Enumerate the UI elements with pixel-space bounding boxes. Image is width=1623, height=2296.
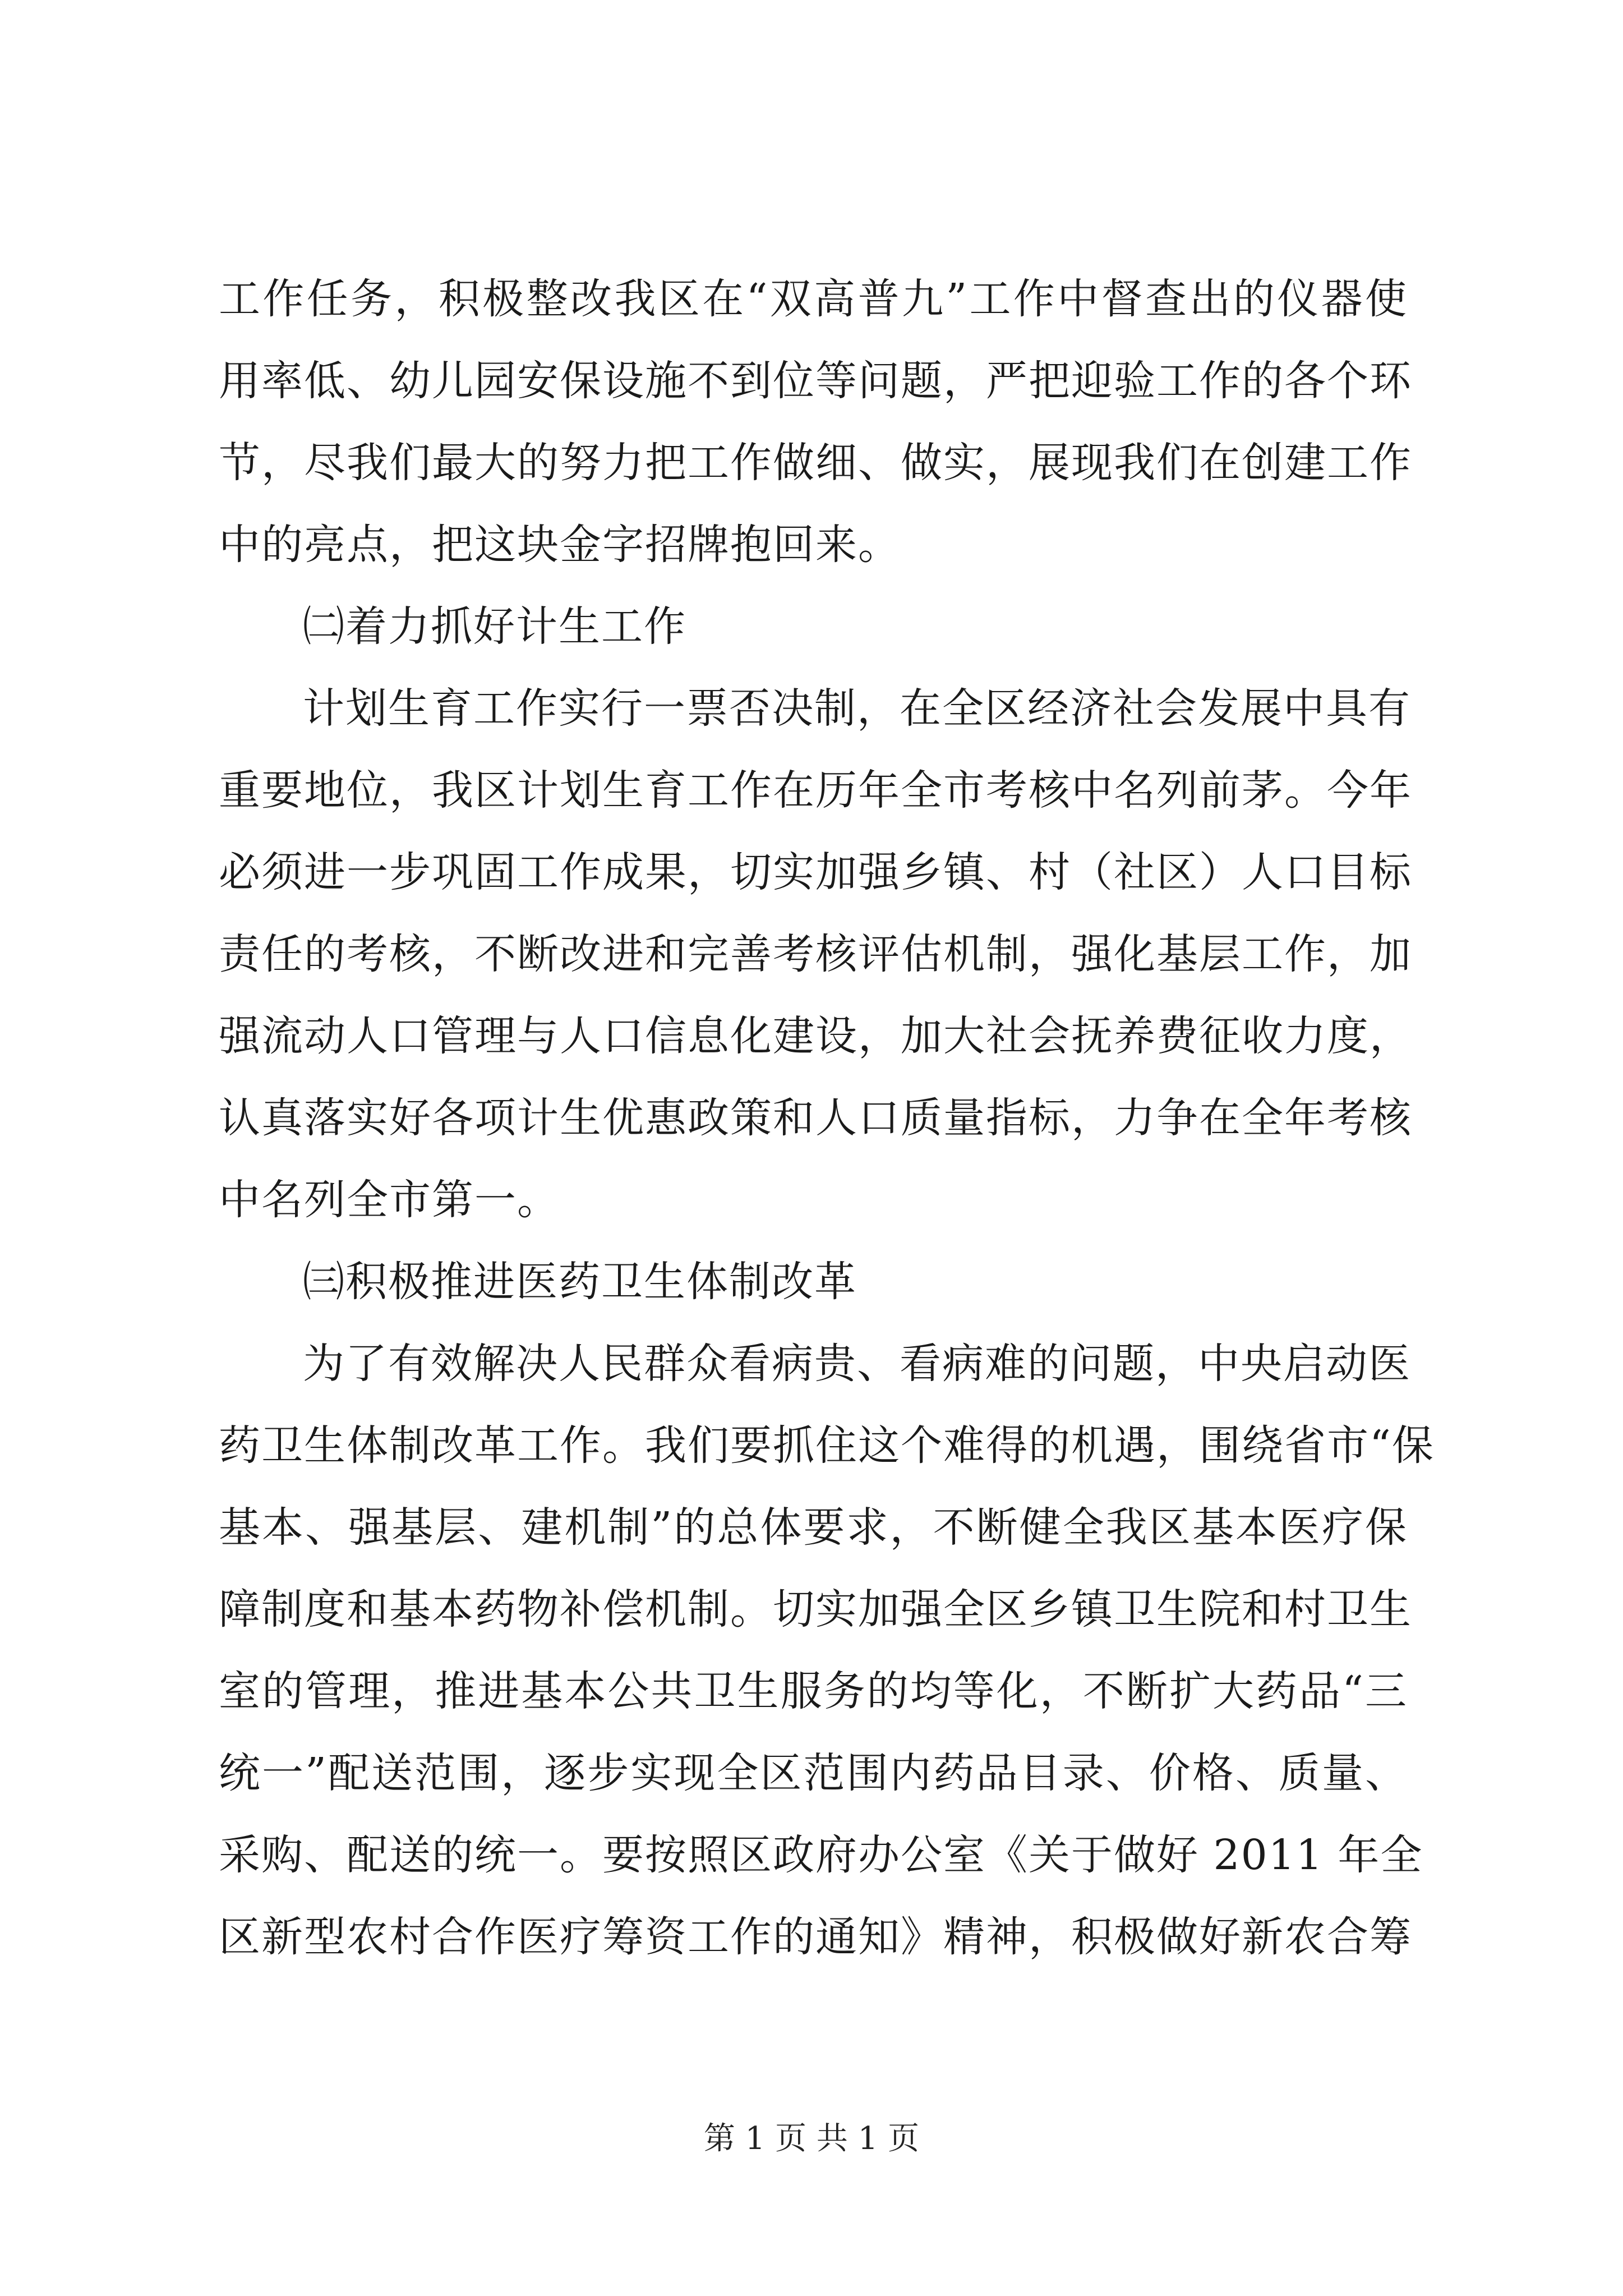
body-line: 药卫生体制改革工作。我们要抓住这个难得的机遇，围绕省市“保 [219, 1421, 1435, 1470]
body-line: 责任的考核，不断改进和完善考核评估机制，强化基层工作，加 [219, 930, 1412, 978]
body-line: 区新型农村合作医疗筹资工作的通知》精神，积极做好新农合筹 [219, 1913, 1412, 1961]
body-line: 认真落实好各项计生优惠政策和人口质量指标，力争在全年考核 [219, 1094, 1412, 1142]
section-heading: ㈢积极推进医药卫生体制改革 [303, 1258, 857, 1306]
body-line: 用率低、幼儿园安保设施不到位等问题，严把迎验工作的各个环 [219, 357, 1412, 405]
body-line: 中的亮点，把这块金字招牌抱回来。 [219, 521, 901, 569]
paragraph-first-line: 计划生育工作实行一票否决制，在全区经济社会发展中具有 [303, 684, 1411, 733]
section-heading: ㈡着力抓好计生工作 [303, 602, 686, 651]
body-line: 中名列全市第一。 [219, 1176, 560, 1224]
paragraph-first-line: 为了有效解决人民群众看病贵、看病难的问题，中央启动医 [303, 1340, 1411, 1388]
body-line: 重要地位，我区计划生育工作在历年全市考核中名列前茅。今年 [219, 766, 1412, 815]
body-line: 强流动人口管理与人口信息化建设，加大社会抚养费征收力度， [219, 1012, 1412, 1060]
body-line: 工作任务，积极整改我区在“双高普九”工作中督查出的仪器使 [219, 275, 1408, 323]
body-line: 必须进一步巩固工作成果，切实加强乡镇、村（社区）人口目标 [219, 848, 1412, 896]
body-line: 基本、强基层、建机制”的总体要求，不断健全我区基本医疗保 [219, 1503, 1408, 1552]
body-line: 障制度和基本药物补偿机制。切实加强全区乡镇卫生院和村卫生 [219, 1585, 1412, 1634]
body-line: 统一”配送范围，逐步实现全区范围内药品目录、价格、质量、 [219, 1749, 1408, 1797]
body-line: 节，尽我们最大的努力把工作做细、做实，展现我们在创建工作 [219, 439, 1412, 487]
document-body [219, 258, 1435, 1978]
body-line: 室的管理，推进基本公共卫生服务的均等化，不断扩大药品“三 [219, 1667, 1408, 1715]
page-number-footer: 第 1 页 共 1 页 [703, 2120, 920, 2157]
body-line: 采购、配送的统一。要按照区政府办公室《关于做好 2011 年全 [219, 1831, 1423, 1879]
